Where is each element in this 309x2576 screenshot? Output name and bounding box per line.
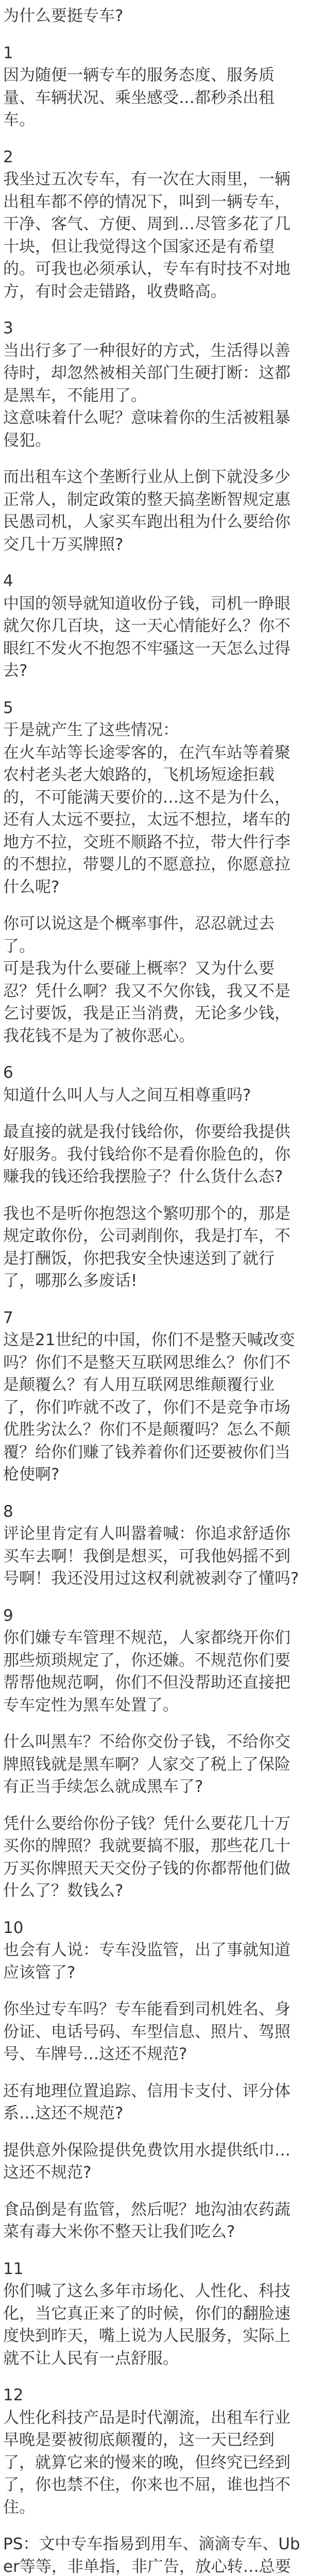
paragraph-5b: 你可以说这是个概率事件，忍忍就过去了。 可是我为什么要碰上概率？又为什么要忍？凭什么啊？我又不欠你钱，我又不是乞讨要饭，我是正当消费，无论多少钱，我花钱不是为了被你恶心。: [3, 914, 290, 1045]
paragraph-6b: 最直接的就是我付钱给你，你要给我提供好服务。我付钱给你不是看你脸色的，你赚我的钱还给我摆脸子？什么货什么态?: [3, 1123, 290, 1186]
paragraph-9: 9 你们嫌专车管理不规范，人家都绕开你们那些烦琐规定了，你还嫌。不规范你们要帮帮他规范啊，你们不但没帮助还直接把专车定性为黑车处置了。: [3, 1606, 290, 1715]
paragraph-12: 12 人性化科技产品是时代潮流，出租车行业早晚是要被彻底颠覆的，这一天已经到了，就算它来的慢来的晚，但终究已经到了，你也禁不住，你来也不屈，谁也挡不住。: [3, 2386, 290, 2517]
paragraph-10b: 你坐过专车吗？专车能看到司机姓名、身份证、电话号码、车型信息、照片、驾照号、车牌号…这还不规范?: [3, 2000, 290, 2063]
paragraph-9c: 凭什么要给你份子钱？凭什么要花几十万买你的牌照？我就要搞不服，那些花几十万买你牌照天天交份子钱的你都帮他们做什么了？数钱么?: [3, 1814, 290, 1900]
paragraph-7: 7 这是21世纪的中国，你们不是整天喊改变吗？你们不是整天互联网思维么？你们不是颠覆么？有人用互联网思维颠覆行业了，你们咋就不改了，你们不是竞争市场优胜劣汰么？你们不是颠覆吗？怎么不颠覆？给你们赚了钱养着你们还要被你们当枪使啊?: [3, 1308, 295, 1484]
paragraph-11: 11 你们喊了这么多年市场化、人性化、科技化，当它真正来了的时候，你们的翻脸速度快到昨天，嘴上说为人民服务，实际上就不让人民有一点舒服。: [3, 2259, 290, 2368]
paragraph-5: 5 于是就产生了这些情况： 在火车站等长途零客的，在汽车站等着聚农村老头老大娘路的，飞机场短途拒载的，不可能满天要价的…这不是为什么，还有人太远不要拉，太远不想拉，堵车的地方不拉，交班不顺路不拉，带大件行李的不想拉，带婴儿的不愿意拉，你愿意拉什么呢?: [3, 698, 290, 896]
paragraph-2: 2 我坐过五次专车，有一次在大雨里，一辆出租车都不停的情况下，叫到一辆专车，干净、客气、方便、周到…尽管多花了几十块，但让我觉得这个国家还是有希望的。可我也必须承认，专车有时技不对地方，有时会走错路，收费略高。: [3, 147, 290, 301]
paragraph-9b: 什么叫黑车？不给你交份子钱，不给你交牌照钱就是黑车啊？人家交了税上了保险有正当手续怎么就成黑车了?: [3, 1733, 290, 1796]
paragraph-3: 3 当出行多了一种很好的方式，生活得以善待时，却忽然被相关部门生硬打断：这都是黑车，不能用了。 这意味着什么呢？意味着你的生活被粗暴侵犯。: [3, 319, 290, 450]
paragraph-ps: PS：文中专车指易到用车、滴滴专车、Uber等等，非单指，非广告，放心转…总要: [3, 2535, 300, 2576]
paragraph-10: 10 也会有人说：专车没监管，出了事就知道应该管了?: [3, 1918, 290, 1982]
paragraph-10d: 提供意外保险提供免费饮用水提供纸巾…这还不规范?: [3, 2141, 290, 2182]
paragraph-8: 8 评论里肯定有人叫嚣着喊：你追求舒适你买车去啊！我倒是想买，可我他妈摇不到号啊！我还没用过这权利就被剥夺了懂吗?: [3, 1502, 299, 1588]
paragraph-3b: 而出租车这个垄断行业从上倒下就没多少正常人，制定政策的整天搞垄断智规定惠民愚司机，人家买车跑出租为什么要给你交几十万买牌照?: [3, 468, 290, 554]
paragraph-4: 4 中国的领导就知道收份子钱，司机一睁眼就欠你几百块，这一天心情能好么？你不眼红不发火不抱怨不牢骚这一天怎么过得去?: [3, 572, 290, 680]
article-title: 为什么要挺专车?: [3, 7, 124, 25]
paragraph-1: 1 因为随便一辆专车的服务态度、服务质量、车辆状况、乘坐感受…都秒杀出租车。: [3, 43, 274, 129]
paragraph-10c: 还有地理位置追踪、信用卡支付、评分体系…这还不规范?: [3, 2081, 290, 2123]
paragraph-6c: 我也不是听你抱怨这个繁叨那个的，那是规定敢你份，公司剥削你，我是打车，不是打酬饭，你把我安全快速送到了就行了，哪那么多废话!: [3, 1204, 290, 1290]
paragraph-6: 6 知道什么叫人与人之间互相尊重吗?: [3, 1063, 251, 1105]
paragraph-10e: 食品倒是有监管，然后呢？地沟油农药蔬菜有毒大米你不整天让我们吃么?: [3, 2200, 290, 2241]
